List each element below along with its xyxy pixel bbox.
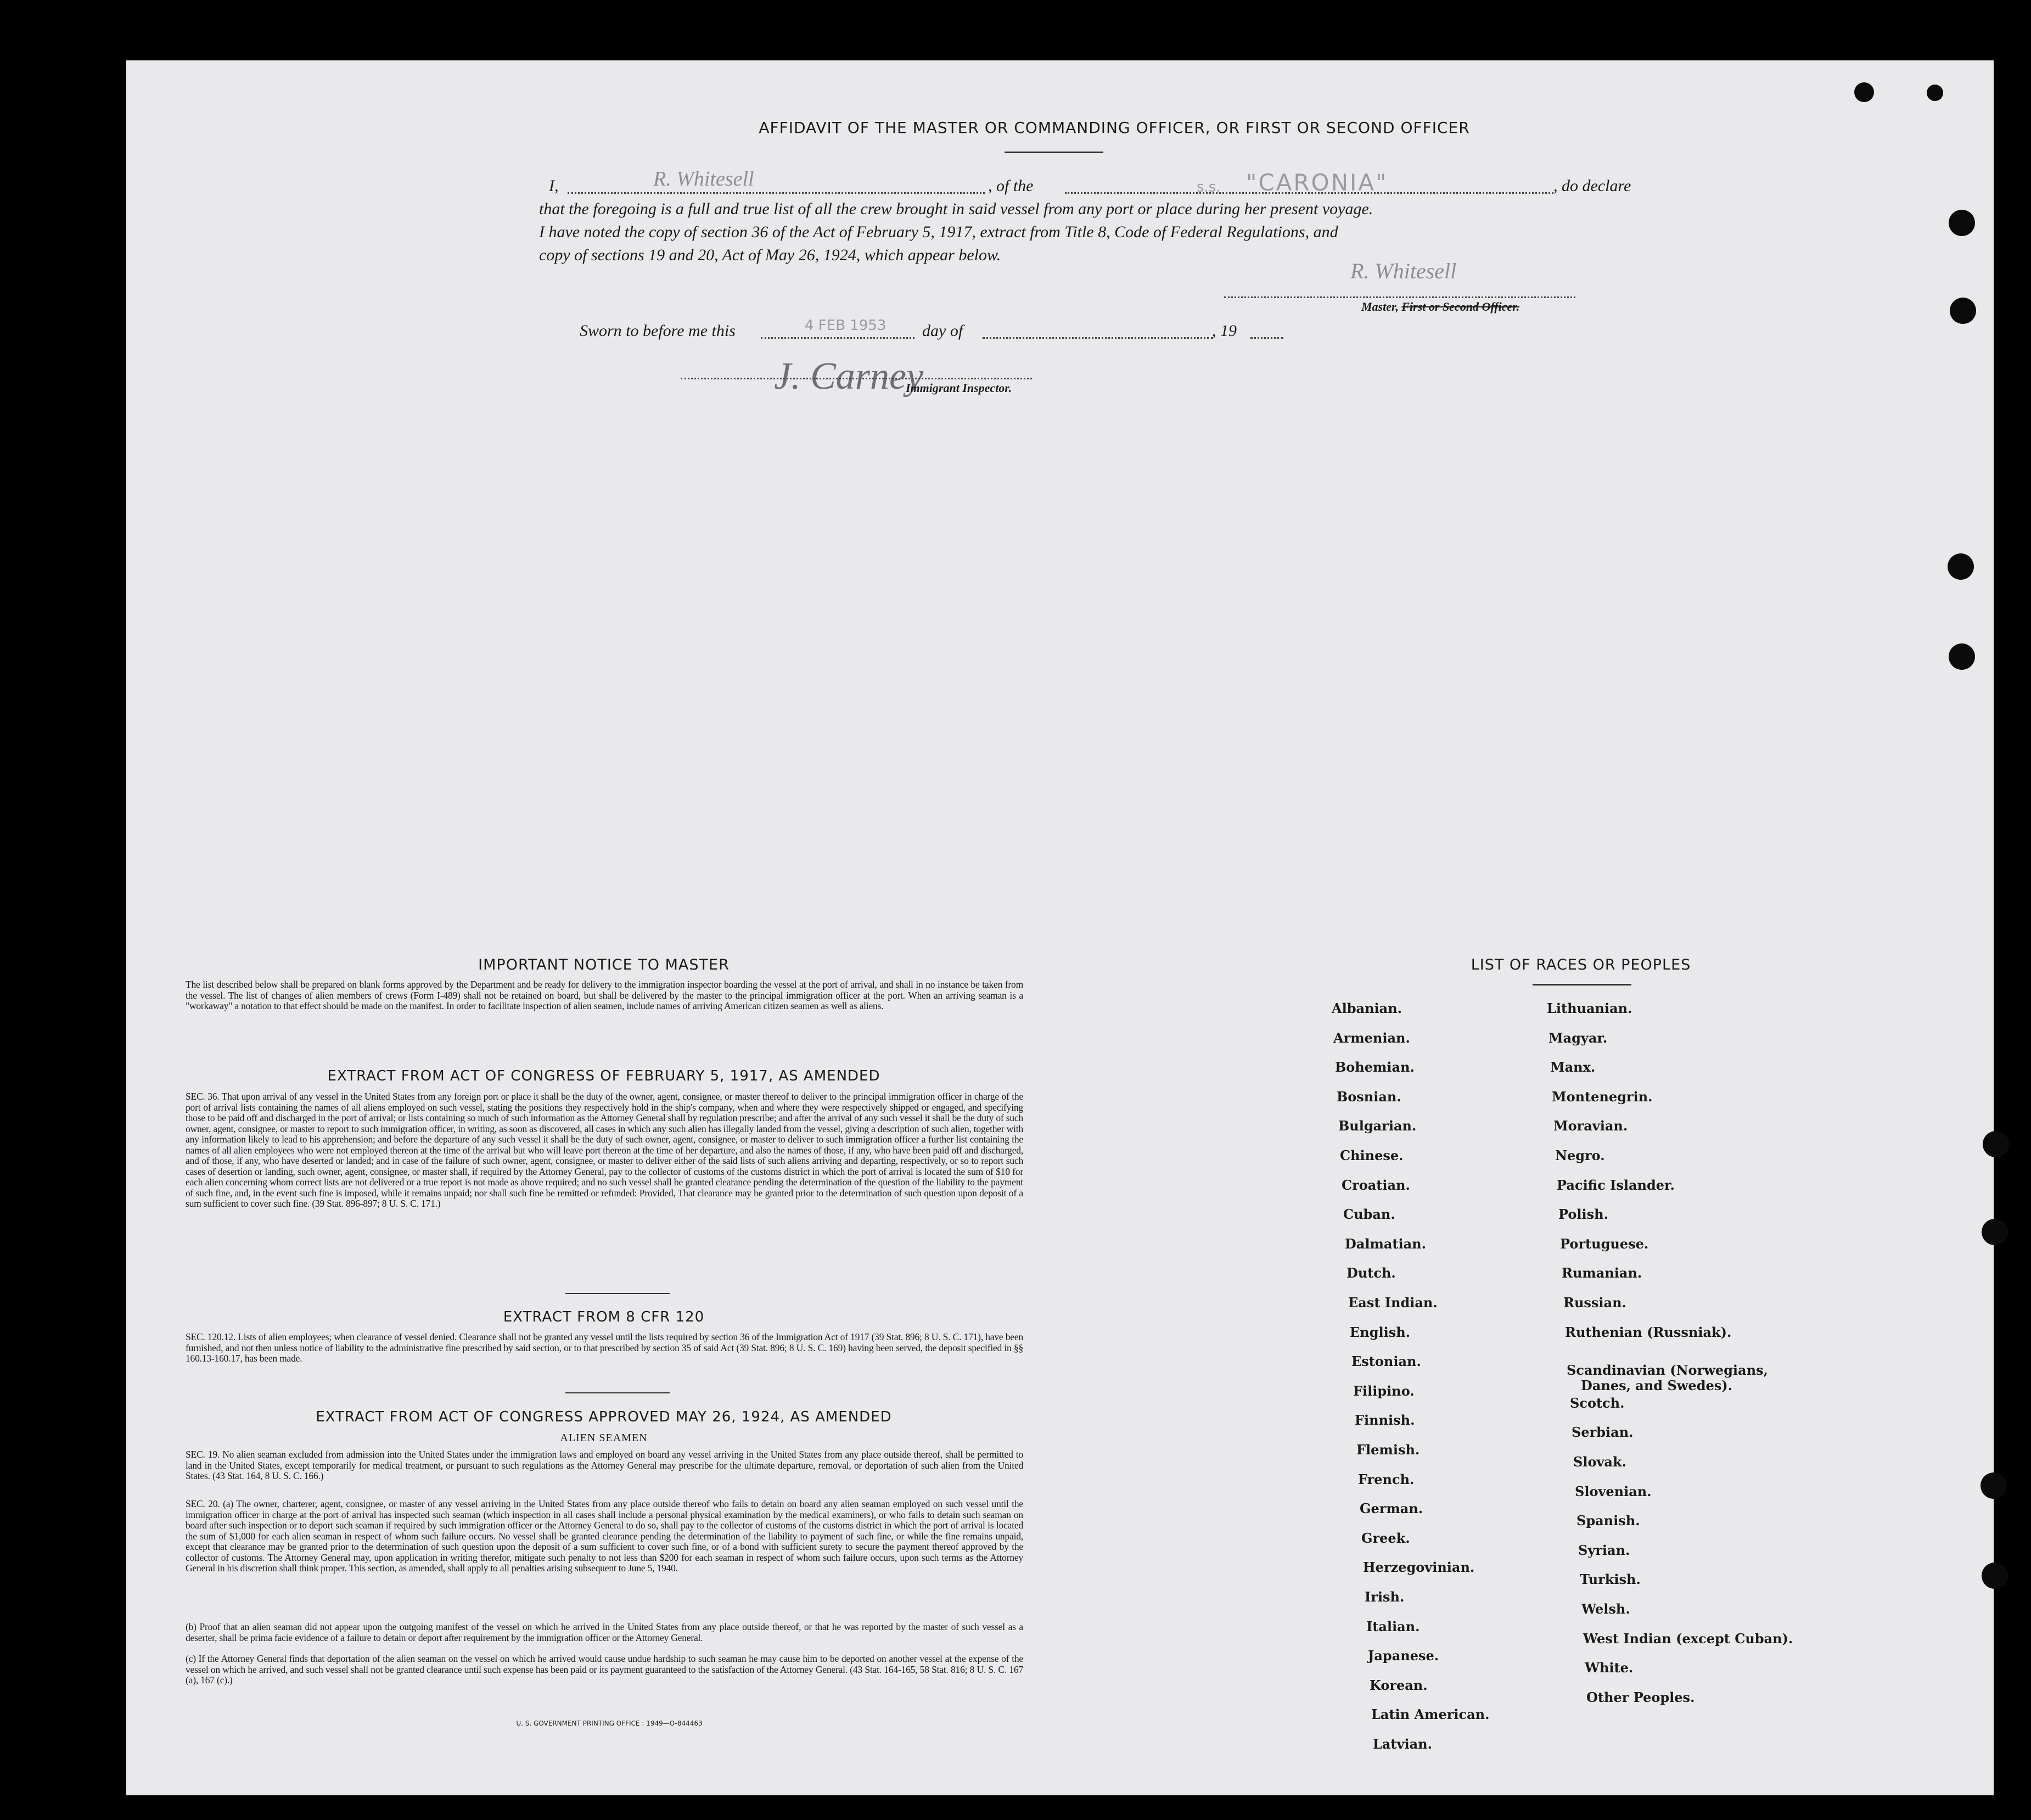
master-label: Master,	[1361, 300, 1399, 313]
race-item: Spanish.	[1576, 1513, 1640, 1529]
race-item: Chinese.	[1340, 1147, 1404, 1163]
race-item: Greek.	[1361, 1530, 1410, 1546]
races-title: LIST OF RACES OR PEOPLES	[1471, 956, 1691, 973]
officer-name-field	[568, 192, 985, 194]
alien-seamen-subtitle: ALIEN SEAMEN	[560, 1432, 648, 1444]
punch-hole-icon	[1983, 1131, 2009, 1157]
affidavit-title: AFFIDAVIT OF THE MASTER OR COMMANDING OFFICER, OR FIRST OR SECOND OFFICER	[759, 119, 1470, 137]
extract-1924-title: EXTRACT FROM ACT OF CONGRESS APPROVED MAY 26, 1924, AS AMENDED	[316, 1409, 892, 1425]
race-item: Estonian.	[1351, 1353, 1421, 1370]
race-item: Japanese.	[1368, 1648, 1439, 1664]
affidavit-line-2: that the foregoing is a full and true list of all the crew brought in said vessel from any port or place during her present voyage.	[539, 200, 1373, 218]
inspector-label: Immigrant Inspector.	[906, 381, 1012, 395]
extract-cfr-title: EXTRACT FROM 8 CFR 120	[503, 1309, 705, 1325]
race-item: Italian.	[1366, 1618, 1420, 1634]
race-item: Magyar.	[1549, 1029, 1608, 1046]
race-item: Croatian.	[1342, 1177, 1410, 1193]
race-item: Latin American.	[1371, 1706, 1490, 1723]
race-item: Latvian.	[1373, 1736, 1432, 1752]
ink-blot-icon	[1854, 82, 1874, 102]
master-signature: R. Whitesell	[1350, 259, 1457, 283]
race-item: Manx.	[1550, 1059, 1596, 1076]
i-label: I,	[549, 177, 559, 195]
sworn-label: Sworn to before me this	[580, 322, 736, 340]
vessel-name: "CARONIA"	[1246, 169, 1388, 196]
year-suffix: , 19	[1212, 322, 1237, 340]
affidavit-line-1	[549, 167, 1713, 199]
race-item: Russian.	[1563, 1295, 1626, 1311]
punch-hole-icon	[1982, 1563, 2008, 1589]
title-rule	[1005, 152, 1103, 153]
punch-hole-icon	[1949, 210, 1975, 236]
extract-cfr-text: SEC. 120.12. Lists of alien employees; when clearance of vessel denied. Clearance shall not be granted any vessel until the lists required by section 36 of the Immigration Act of 1917 (39 Stat. 896; 8 U. S. C. 171), have been furnished, and not then unless notice of liability to the administrative fine prescribed by said section, or to that prescribed by section 35 of said Act (39 Stat. 896; 8 U. S. C. 169) having been served, the deposit specified in §§ 160.13-160.17, has been made.	[186, 1331, 1023, 1364]
master-signature-line	[1224, 296, 1575, 298]
master-label-group	[1361, 300, 1519, 314]
race-item: Danes, and Swedes).	[1581, 1377, 1732, 1394]
extract-1917-title: EXTRACT FROM ACT OF CONGRESS OF FEBRUARY 5, 1917, AS AMENDED	[327, 1068, 880, 1084]
race-item: English.	[1350, 1324, 1411, 1340]
race-item: Bohemian.	[1335, 1059, 1415, 1076]
sworn-line	[580, 317, 1469, 344]
punch-hole-icon	[1949, 643, 1975, 670]
race-item: Pacific Islander.	[1557, 1177, 1675, 1193]
race-item: Finnish.	[1355, 1412, 1415, 1429]
day-of-label: day of	[922, 322, 963, 340]
punch-hole-icon	[1982, 1219, 2008, 1245]
race-item: Albanian.	[1332, 1000, 1402, 1016]
master-strike: First or Second Officer.	[1401, 300, 1520, 313]
race-item: Bulgarian.	[1338, 1118, 1417, 1134]
race-item: Other Peoples.	[1586, 1689, 1695, 1705]
race-item: East Indian.	[1348, 1295, 1438, 1311]
race-item: Negro.	[1555, 1147, 1605, 1163]
race-item: Turkish.	[1580, 1571, 1641, 1588]
extract-1917-text: SEC. 36. That upon arrival of any vessel in the United States from any foreign port or place it shall be the duty of the owner, agent, consignee, or master thereof to deliver to the principal immigration officer in charge of the port of arrival lists containing the names of all aliens employed on such vessel, stating the positions they respectively hold in the ship's company, when and where they were respectively shipped or engaged, and specifying those to be paid off and discharged in the port of arrival; or lists containing so much of such information as the Attorney General shall by regulation prescribe; and after the arrival of any such vessel it shall be the duty of such owner, agent, consignee, or master to report to such immigration officer, in writing, as soon as discovered, all cases in which any such alien has illegally landed from the vessel, giving a description of such alien, together with any information likely to lead to his apprehension; and before the departure of any such vessel it shall be the duty of such owner, agent, consignee, or master to deliver to such immigration officer a further list containing the names of all alien employees who were not employed thereon at the time of the arrival but who will leave port thereon at the time of her departure, and also the names of those, if any, who have been paid off and discharged, and of those, if any, who have deserted or landed; and in case of the failure of such owner, agent, consignee, or master to deliver either of the said lists of such aliens arriving and departing, respectively, or so to report such cases of desertion or landing, such owner, agent, consignee, or master shall, if required by the Attorney General, pay to the collector of customs of the customs district in which the port of arrival is located the sum of $10 for each alien concerning whom correct lists are not delivered or a true report is not made as above required; and no such vessel shall be granted clearance pending the determination of the question of the liability to the payment of such fine, and, in the event such fine is imposed, while it remains unpaid; nor shall such fine be remitted or refunded: Provided, That clearance may be granted prior to the determination of such question upon deposit of a sum sufficient to cover such fine. (39 Stat. 896-897; 8 U. S. C. 171.)	[186, 1091, 1023, 1209]
notice-text: The list described below shall be prepared on blank forms approved by the Department and be ready for delivery to the immigration inspector boarding the vessel at the port of arrival, and shall in no instance be taken from the vessel. The list of changes of alien members of crews (Form I-489) shall not be retained on board, but shall be delivered by the master to the principal immigration officer at the port. When an arriving seaman is a "workaway" a notation to that effect should be made on the manifest. In order to facilitate inspection of alien seamen, include names of arriving American citizen seamen as well as aliens.	[186, 979, 1023, 1011]
race-item: Dutch.	[1346, 1265, 1396, 1281]
extract-rule	[565, 1293, 670, 1294]
do-declare-label: , do declare	[1553, 177, 1631, 195]
race-item: Cuban.	[1343, 1206, 1395, 1223]
vessel-prefix: s.s.	[1197, 179, 1221, 195]
race-item: Herzegovinian.	[1363, 1559, 1475, 1576]
affidavit-line-4: copy of sections 19 and 20, Act of May 26, 1924, which appear below.	[539, 246, 1001, 264]
punch-hole-icon	[1948, 553, 1974, 580]
race-item: German.	[1360, 1500, 1423, 1517]
race-item: Lithuanian.	[1547, 1000, 1632, 1016]
race-item: Syrian.	[1578, 1542, 1630, 1558]
race-item: Irish.	[1365, 1589, 1405, 1605]
race-item: Ruthenian (Russniak).	[1565, 1324, 1732, 1340]
extract-1924-sec19: SEC. 19. No alien seaman excluded from admission into the United States under the immigration laws and employed on board any vessel arriving in the United States from any place outside thereof, shall be permitted to land in the United States, except temporarily for medical treatment, or pursuant to such regulations as the Attorney General may prescribe for the ultimate departure, removal, or deportation of such alien from the United States. (43 Stat. 164, 8 U. S. C. 166.)	[186, 1449, 1023, 1481]
race-item: Flemish.	[1356, 1442, 1420, 1458]
race-item: White.	[1585, 1660, 1634, 1676]
race-item: Bosnian.	[1337, 1088, 1401, 1105]
race-item: West Indian (except Cuban).	[1583, 1630, 1793, 1647]
race-item: Korean.	[1370, 1677, 1428, 1693]
inspector-signature: J. Carney	[774, 355, 924, 397]
extract-1924-sec20b: (b) Proof that an alien seaman did not appear upon the outgoing manifest of the vessel on which he arrived in the United States from any place outside thereof, or that he was reported by the master of such vessel as a deserter, shall be prima facie evidence of a failure to detain or deport after requirement by the immigration officer or the Attorney General.	[186, 1621, 1023, 1643]
affidavit-line-3: I have noted the copy of section 36 of the Act of February 5, 1917, extract from Title 8, Code of Federal Regulations, and	[539, 223, 1338, 241]
printer-imprint: U. S. GOVERNMENT PRINTING OFFICE : 1949—O-844463	[516, 1720, 703, 1727]
inspector-signature-line	[681, 378, 1032, 379]
race-item: Portuguese.	[1560, 1235, 1649, 1252]
notice-title: IMPORTANT NOTICE TO MASTER	[478, 956, 730, 973]
of-the-label: , of the	[988, 177, 1034, 195]
ink-blot-icon	[1927, 85, 1943, 101]
race-item: Slovenian.	[1575, 1483, 1652, 1499]
race-item: Rumanian.	[1562, 1265, 1642, 1281]
race-item: Dalmatian.	[1345, 1235, 1426, 1252]
race-item: Armenian.	[1333, 1029, 1410, 1046]
sworn-date-stamp: 4 FEB 1953	[805, 317, 887, 334]
punch-hole-icon	[1980, 1472, 2007, 1499]
year-field	[1250, 337, 1283, 339]
races-title-rule	[1533, 984, 1631, 985]
race-item: Scotch.	[1570, 1395, 1625, 1411]
month-field	[983, 337, 1213, 339]
race-item: Polish.	[1558, 1206, 1608, 1223]
document-sheet	[126, 60, 1994, 1795]
race-item: Montenegrin.	[1552, 1088, 1653, 1105]
sworn-date-field	[761, 337, 914, 339]
extract-rule	[565, 1392, 670, 1393]
race-item: Welsh.	[1581, 1601, 1630, 1617]
race-item: Slovak.	[1573, 1454, 1626, 1470]
punch-hole-icon	[1950, 298, 1976, 324]
race-item: Scandinavian (Norwegians,	[1567, 1362, 1768, 1379]
race-item: French.	[1358, 1471, 1415, 1487]
race-item: Serbian.	[1572, 1424, 1634, 1441]
extract-1924-sec20c: (c) If the Attorney General finds that deportation of the alien seaman on the vessel on which he arrived would cause undue hardship to such seaman he may cause him to be deported on another vessel at the expense of the vessel on which he arrived, and such vessel shall not be granted clearance until such expense has been paid or its payment guaranteed to the satisfaction of the Attorney General. (43 Stat. 164-165, 58 Stat. 816; 8 U. S. C. 167 (a), 167 (c).)	[186, 1653, 1023, 1685]
race-item: Filipino.	[1353, 1382, 1415, 1399]
officer-signature: R. Whitesell	[653, 167, 754, 191]
extract-1924-sec20a: SEC. 20. (a) The owner, charterer, agent, consignee, or master of any vessel arriving in the United States from any place outside thereof who fails to detain on board any alien seaman employed on such vessel until the immigration officer in charge at the port of arrival has inspected such seaman (which inspection in all cases shall include a personal physical examination by the medical examiners), or who fails to detain such seaman on board after such inspection or to deport such seaman if required by such immigration officer or the Attorney General to do so, shall pay to the collector of customs of the customs district in which the port of arrival is located the sum of $1,000 for each alien seaman in respect of whom such failure occurs. No vessel shall be granted clearance pending the determination of the liability to payment of such fine, or while the fine remains unpaid, except that clearance may be granted prior to the determination of such question upon the deposit of a sum sufficient to cover such fine, or of a bond with sufficient surety to secure the payment thereof approved by the collector of customs. The Attorney General may, upon application in writing therefor, mitigate such penalty to not less than $200 for each seaman in respect of whom such failure occurs, upon such terms as the Attorney General in his discretion shall think proper. This section, as amended, shall apply to all penalties arising subsequent to June 5, 1940.	[186, 1498, 1023, 1573]
race-item: Moravian.	[1553, 1118, 1628, 1134]
